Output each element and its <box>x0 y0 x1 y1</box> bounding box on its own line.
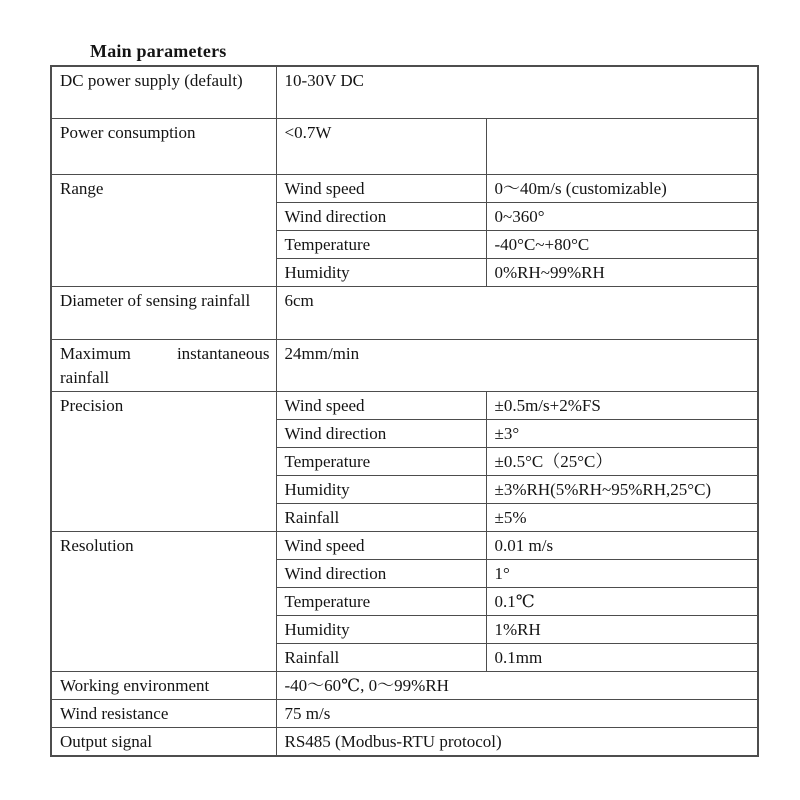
param-label-cell: Wind resistance <box>51 699 276 727</box>
param-value-cell: 0～40m/s (customizable) <box>486 174 758 202</box>
param-value-cell: -40～60℃, 0～99%RH <box>276 671 758 699</box>
page-title: Main parameters <box>90 41 227 61</box>
param-value-cell: 1° <box>486 559 758 587</box>
param-value-cell: -40°C~+80°C <box>486 230 758 258</box>
empty-cell <box>486 118 758 174</box>
sub-param-cell: Temperature <box>276 447 486 475</box>
main-parameters-table <box>50 65 759 757</box>
param-value-cell: ±0.5m/s+2%FS <box>486 391 758 419</box>
sub-param-cell: Wind direction <box>276 559 486 587</box>
table-row <box>51 727 758 756</box>
param-value-cell: 75 m/s <box>276 699 758 727</box>
table-row <box>51 286 758 339</box>
param-value-cell: 6cm <box>276 286 758 339</box>
sub-param-cell: Humidity <box>276 258 486 286</box>
param-value-cell: ±3° <box>486 419 758 447</box>
param-value-cell: 0~360° <box>486 202 758 230</box>
param-value-cell: 1%RH <box>486 615 758 643</box>
param-value-cell: ±3%RH(5%RH~95%RH,25°C) <box>486 475 758 503</box>
param-label-cell: Precision <box>51 391 276 531</box>
sub-param-cell: Rainfall <box>276 643 486 671</box>
param-label-cell: Power consumption <box>51 118 276 174</box>
sub-param-cell: Humidity <box>276 615 486 643</box>
table-row <box>51 531 758 559</box>
sub-param-cell: Temperature <box>276 587 486 615</box>
sub-param-cell: Wind direction <box>276 202 486 230</box>
sub-param-cell: Rainfall <box>276 503 486 531</box>
table-row <box>51 699 758 727</box>
param-value-cell: 0.1℃ <box>486 587 758 615</box>
sub-param-cell: Temperature <box>276 230 486 258</box>
table-row <box>51 118 758 174</box>
sub-param-cell: Humidity <box>276 475 486 503</box>
table-row <box>51 671 758 699</box>
table-row <box>51 66 758 118</box>
table-row <box>51 391 758 419</box>
param-value-cell: 10-30V DC <box>276 66 758 118</box>
param-value-cell: 0.1mm <box>486 643 758 671</box>
table-row <box>51 174 758 202</box>
param-label-cell: Diameter of sensing rainfall <box>51 286 276 339</box>
param-value-cell: 0.01 m/s <box>486 531 758 559</box>
param-value-cell: ±0.5°C（25°C） <box>486 447 758 475</box>
sub-param-cell: Wind speed <box>276 391 486 419</box>
sub-param-cell: Wind direction <box>276 419 486 447</box>
sub-param-cell: Wind speed <box>276 174 486 202</box>
param-label-cell: DC power supply (default) <box>51 66 276 118</box>
param-value-cell: ±5% <box>486 503 758 531</box>
param-label-cell: Maximum instantaneous rainfall <box>51 339 276 391</box>
param-label-cell: Resolution <box>51 531 276 671</box>
param-label-cell: Working environment <box>51 671 276 699</box>
param-value-cell: 24mm/min <box>276 339 758 391</box>
table-row <box>51 339 758 391</box>
param-value-cell: 0%RH~99%RH <box>486 258 758 286</box>
sub-param-cell: Wind speed <box>276 531 486 559</box>
param-value-cell: <0.7W <box>276 118 486 174</box>
param-label-cell: Range <box>51 174 276 286</box>
param-label-cell: Output signal <box>51 727 276 756</box>
param-value-cell: RS485 (Modbus-RTU protocol) <box>276 727 758 756</box>
